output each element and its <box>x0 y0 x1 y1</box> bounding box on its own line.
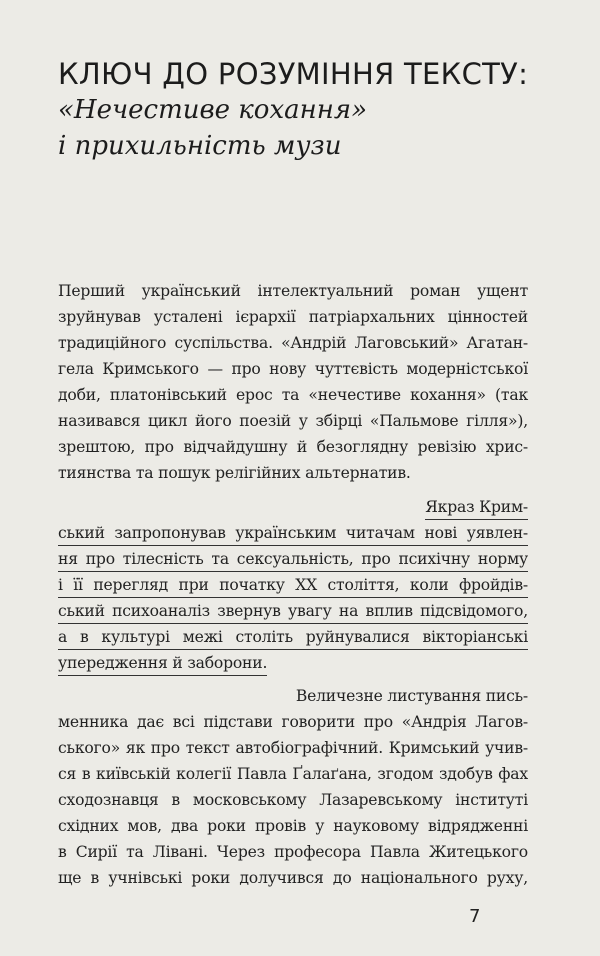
underlined-text-line: упередження й заборони. <box>58 650 267 676</box>
section-title <box>58 56 578 164</box>
underlined-text-line: Якраз Крим- <box>425 494 528 520</box>
page-number: 7 <box>469 906 481 927</box>
text-line: ся в київській колегії Павла Ґалаґана, згодом здобув фах <box>58 765 528 783</box>
paragraph-1 <box>58 278 528 486</box>
text-line: ще в учнівські роки долучився до національного руху, <box>58 869 528 887</box>
title-heading: КЛЮЧ ДО РОЗУМІННЯ ТЕКСТУ: <box>58 57 529 91</box>
underlined-text-line: ський запропонував українським читачам нові уявлен- <box>58 520 528 546</box>
text-line: традиційного суспільства. «Андрій Лаговський» Агатан- <box>58 334 528 352</box>
text-line: ського» як про текст автобіографічний. Кримський учив- <box>58 739 528 757</box>
underlined-text-line: і її перегляд при початку XX століття, коли фройдів- <box>58 572 528 598</box>
text-line: доби, платонівський ерос та «нечестиве кохання» (так <box>58 386 528 404</box>
text-line: сходознавця в московському Лазаревському інституті <box>58 791 528 809</box>
text-line: зрештою, про відчайдушну й безоглядну ревізію хрис- <box>58 438 528 456</box>
paragraph-3 <box>58 683 528 891</box>
title-subheading-line2: і прихильність музи <box>58 131 342 161</box>
text-line: Перший український інтелектуальний роман ущент <box>58 282 528 300</box>
text-line: тиянства та пошук релігійних альтернатив. <box>58 464 411 482</box>
paragraph-2-underlined <box>58 494 528 676</box>
underlined-text-line: ський психоаналіз звернув увагу на вплив підсвідомого, <box>58 598 528 624</box>
text-line: менника дає всі підстави говорити про «Андрія Лагов- <box>58 713 528 731</box>
text-line: Величезне листування пись- <box>295 687 528 705</box>
title-subheading-line1: «Нечестиве кохання» <box>58 95 367 125</box>
text-line: східних мов, два роки провів у науковому відрядженні <box>58 817 528 835</box>
underlined-text-line: а в культурі межі століть руйнувалися вікторіанські <box>58 624 528 650</box>
text-line: в Сирії та Лівані. Через професора Павла Житецького <box>58 843 528 861</box>
underlined-text-line: ня про тілесність та сексуальність, про психічну норму <box>58 546 528 572</box>
text-line: гела Кримського — про нову чуттєвість модерністської <box>58 360 528 378</box>
text-line: зруйнував усталені ієрархії патріархальних цінностей <box>58 308 528 326</box>
text-line: називався цикл його поезій у збірці «Пальмове гілля»), <box>58 412 528 430</box>
